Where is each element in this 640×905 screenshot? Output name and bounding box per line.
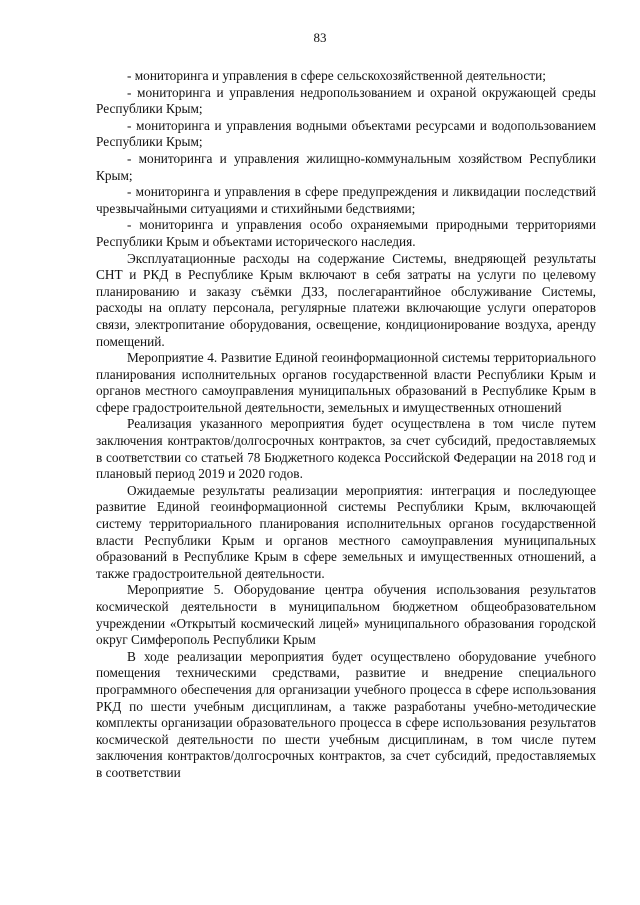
paragraph-expected-results: Ожидаемые результаты реализации мероприятия: интеграция и последующее развитие Единой геоинформационной системы Республики Крым, включающей систему территориального планирования исполнительных органов государственной власти Республики Крым и органов местного самоуправления муниципальных образований в Республике Крым в сфере земельных и имущественных отношений, а также градостроительной деятельности. — [96, 482, 596, 581]
paragraph-operating-costs: Эксплуатационные расходы на содержание Системы, внедряющей результаты СНТ и РКД в Республике Крым включают в себя затраты на услуги по целевому планированию и заказу съёмки ДЗЗ, послегарантийное обслуживание Системы, расходы на оплату персонала, регулярные платежи включающие услуги операторов связи, электропитание оборудования, освещение, кондиционирование воздуха, аренду помещений. — [96, 250, 596, 349]
paragraph-housing: - мониторинга и управления жилищно-коммунальным хозяйством Республики Крым; — [96, 150, 596, 183]
paragraph-measure-4: Мероприятие 4. Развитие Единой геоинформационной системы территориального планирования исполнительных органов государственной власти Республики Крым и органов местного самоуправления муниципальных образований в Республике Крым в сфере градостроительной деятельности, земельных и имущественных отношений — [96, 350, 596, 415]
paragraph-agriculture: - мониторинга и управления в сфере сельскохозяйственной деятельности; — [127, 68, 546, 83]
body-text — [96, 68, 596, 782]
paragraph-measure-5: Мероприятие 5. Оборудование центра обучения использования результатов космической деятельности в муниципальном бюджетном общеобразовательном учреждении «Открытый космический лицей» муниципального образования городской округ Симферополь Республики Крым — [96, 582, 596, 648]
page-number: 83 — [313, 30, 327, 45]
paragraph-subsoil: - мониторинга и управления недропользованием и охраной окружающей среды Республики Крым; — [96, 84, 596, 117]
paragraph-water: - мониторинга и управления водными объектами ресурсами и водопользованием Республики Крым; — [96, 117, 596, 150]
paragraph-emergencies: - мониторинга и управления в сфере предупреждения и ликвидации последствий чрезвычайными ситуациями и стихийными бедствиями; — [96, 184, 596, 216]
paragraph-training-center: В ходе реализации мероприятия будет осуществлено оборудование учебного помещения техническими средствами, развитие и внедрение специального программного обеспечения для организации учебного процесса в сфере использования РКД по шести учебным дисциплинам, а также разработаны учебно-методические комплекты организации образовательного процесса в сфере использования результатов космической деятельности по шести учебным дисциплинам, в том числе путем заключения контрактов/долгосрочных контрактов, за счет субсидий, предоставляемых в соответствии — [96, 648, 596, 780]
paragraph-implementation: Реализация указанного мероприятия будет осуществлена в том числе путем заключения контрактов/долгосрочных контрактов, за счет субсидий, предоставляемых в соответствии со статьей 78 Бюджетного кодекса Российской Федерации на 2018 год и плановый период 2019 и 2020 годов. — [96, 416, 596, 482]
paragraph-protected-areas: - мониторинга и управления особо охраняемыми природными территориями Республики Крым и объектами исторического наследия. — [96, 217, 596, 249]
